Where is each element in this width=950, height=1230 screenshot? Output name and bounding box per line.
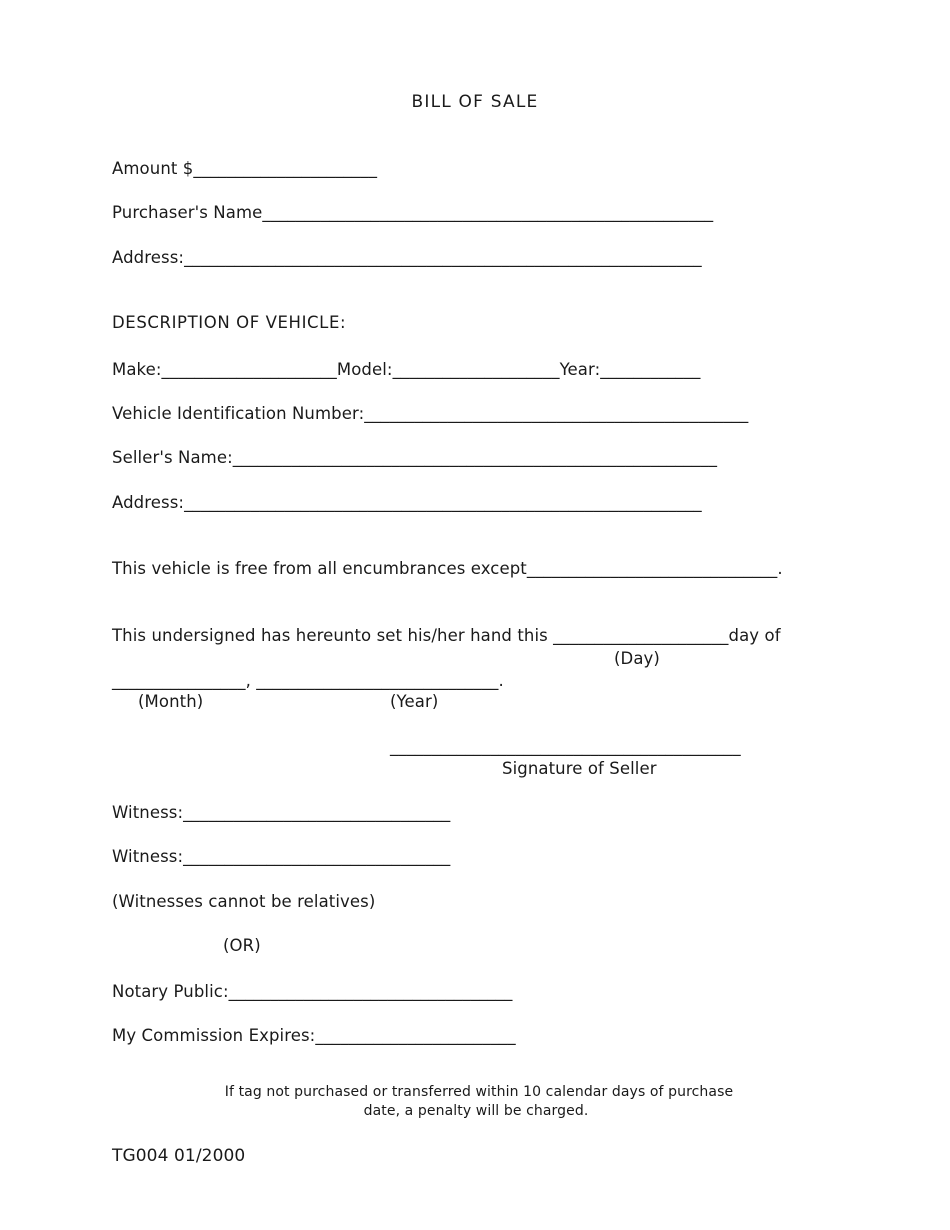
witness-note: (Witnesses cannot be relatives) bbox=[112, 892, 376, 911]
commission-expires-field: My Commission Expires:________________________ bbox=[112, 1026, 516, 1045]
seller-name-field: Seller's Name:__________________________________________________________ bbox=[112, 448, 718, 467]
day-label: (Day) bbox=[614, 649, 660, 668]
seller-signature-line: __________________________________________ bbox=[390, 737, 741, 756]
purchaser-name-field: Purchaser's Name______________________________________________________ bbox=[112, 203, 714, 222]
penalty-notice-line-2: date, a penalty will be charged. bbox=[363, 1103, 589, 1119]
witness-1-field: Witness:________________________________ bbox=[112, 803, 451, 822]
or-label: (OR) bbox=[223, 936, 261, 955]
encumbrances-statement: This vehicle is free from all encumbrances except______________________________. bbox=[112, 559, 783, 578]
seller-signature-label: Signature of Seller bbox=[502, 759, 657, 778]
amount-field: Amount $______________________ bbox=[112, 159, 378, 178]
vin-field: Vehicle Identification Number:______________________________________________ bbox=[112, 404, 749, 423]
purchaser-address-field: Address:______________________________________________________________ bbox=[112, 248, 702, 267]
form-code: TG004 01/2000 bbox=[112, 1146, 246, 1166]
witness-2-field: Witness:________________________________ bbox=[112, 847, 451, 866]
notary-public-field: Notary Public:__________________________________ bbox=[112, 982, 513, 1001]
month-label: (Month) bbox=[138, 692, 204, 711]
page-title: BILL OF SALE bbox=[411, 92, 539, 112]
vehicle-description-heading: DESCRIPTION OF VEHICLE: bbox=[112, 313, 347, 332]
undersigned-statement: This undersigned has hereunto set his/her hand this _____________________day of bbox=[112, 626, 781, 645]
make-model-year-field: Make:_____________________Model:____________________Year:____________ bbox=[112, 360, 701, 379]
year-label: (Year) bbox=[390, 692, 439, 711]
month-year-line: ________________, _____________________________. bbox=[112, 671, 504, 690]
seller-address-field: Address:______________________________________________________________ bbox=[112, 493, 702, 512]
penalty-notice-line-1: If tag not purchased or transferred within 10 calendar days of purchase bbox=[224, 1084, 734, 1100]
